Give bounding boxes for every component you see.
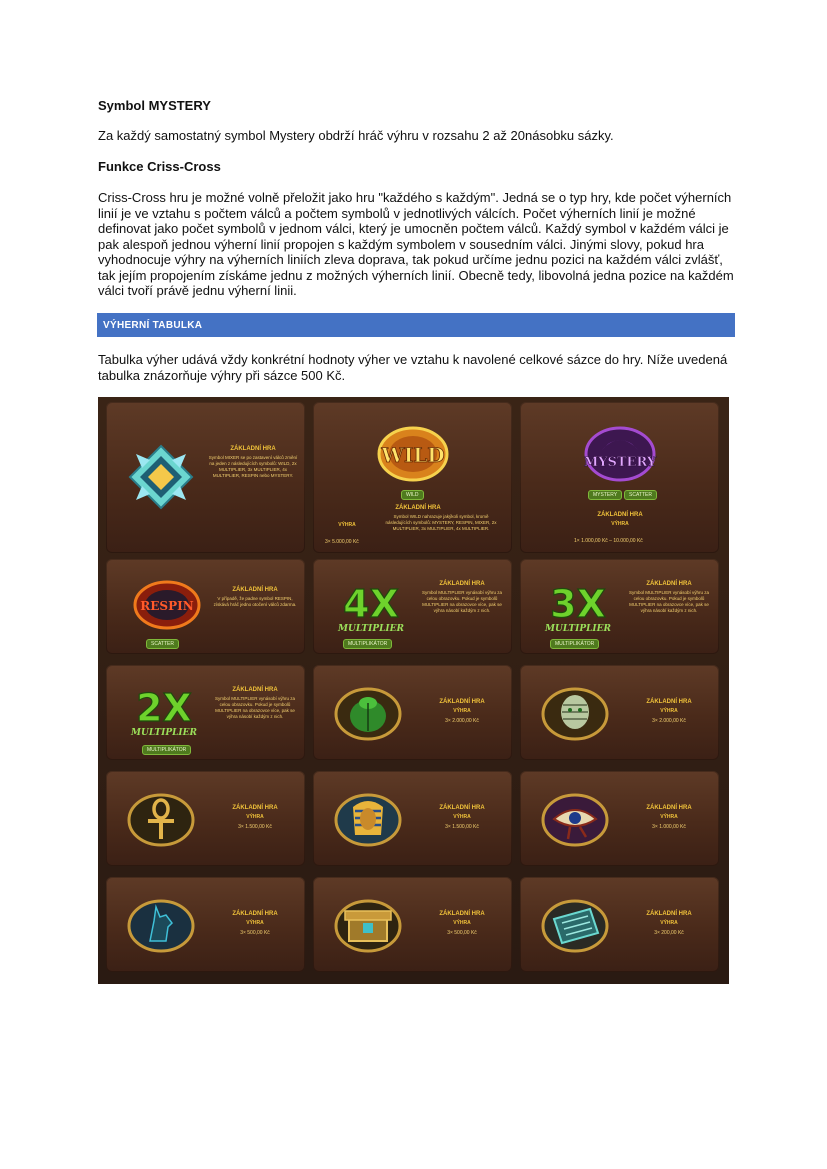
tile-text <box>210 805 300 830</box>
tile-head: ZÁKLADNÍ HRA <box>232 911 278 917</box>
multiplier-3x-icon <box>542 579 614 635</box>
tile-head: ZÁKLADNÍ HRA <box>646 581 692 587</box>
tile-head: ZÁKLADNÍ HRA <box>646 911 692 917</box>
tile-text <box>333 505 503 514</box>
paytable-tile-respin <box>106 559 305 654</box>
tile-desc: Symbol MULTIPLIER vynásobí výhru za celou obrazovku. Pokud je symbolů MULTIPLIER na obrazovce více, pak se výhra násobí každým z nich. <box>422 590 502 613</box>
tile-win: VÝHRA <box>660 814 678 820</box>
tile-desc: Symbol MULTIPLIER vynásobí výhru za celou obrazovku. Pokud je symbolů MULTIPLIER na obrazovce více, pak se výhra násobí každým z nich. <box>215 696 295 719</box>
tile-text <box>624 581 714 614</box>
paytable-tile-scarab <box>313 665 512 760</box>
tile-head: ZÁKLADNÍ HRA <box>232 687 278 693</box>
tile-win: VÝHRA <box>246 920 264 926</box>
paytable-tile-ankh <box>106 771 305 866</box>
multiplier-label: 4X <box>343 582 399 626</box>
tile-head: ZÁKLADNÍ HRA <box>230 446 276 452</box>
tile-text <box>624 911 714 936</box>
respin-symbol-icon <box>132 579 202 631</box>
scatter-badge: SCATTER <box>146 639 179 649</box>
tile-pay: 3× 2.000,00 Kč <box>445 718 479 724</box>
scatter-badge: SCATTER <box>624 490 657 500</box>
mystery-badge: MYSTERY <box>588 490 622 500</box>
tile-desc: Symbol WILD nahrazuje jakýkoli symbol, kromě následujících symbolů: MYSTERY, RESPIN, MIXER, 2x MULTIPLIER, 3x MULTIPLIER, 4x MULTIPLIER. <box>385 514 497 531</box>
multiplier-2x-icon <box>128 683 200 739</box>
tile-pay: 3× 200,00 Kč <box>654 930 684 936</box>
multiplier-sub: MULTIPLIER <box>545 624 611 634</box>
multiplier-sub: MULTIPLIER <box>131 728 197 738</box>
tile-pay: 3× 5.000,00 Kč <box>325 539 359 545</box>
tile-text <box>210 687 300 720</box>
paytable-tile-2x <box>106 665 305 760</box>
tile-head: ZÁKLADNÍ HRA <box>439 699 485 705</box>
multiplier-4x-icon <box>335 579 407 635</box>
tile-head: ZÁKLADNÍ HRA <box>232 587 278 593</box>
tile-win: VÝHRA <box>611 521 629 527</box>
tile-head: ZÁKLADNÍ HRA <box>597 512 643 518</box>
svg-text:WILD: WILD <box>381 443 445 467</box>
paytable-tile-mystery <box>520 402 719 553</box>
paytable-tile-4x <box>313 559 512 654</box>
mystery-heading: Symbol MYSTERY <box>98 98 211 113</box>
tile-text <box>210 911 300 936</box>
tile-pay: 3× 1.500,00 Kč <box>445 824 479 830</box>
tile-win: VÝHRA <box>453 920 471 926</box>
paytable-tile-pharaoh <box>313 771 512 866</box>
tile-desc: V případě, že padne symbol RESPIN, získává hráč jedno otočení válců zdarma. <box>213 596 297 607</box>
paytable-tile-mixer <box>106 402 305 553</box>
tile-text <box>417 805 507 830</box>
tile-text <box>624 805 714 830</box>
section-bar <box>97 313 735 337</box>
tile-pay: 3× 1.000,00 Kč <box>652 824 686 830</box>
multiplier-label: 3X <box>550 582 606 626</box>
pharaoh-mask-icon <box>333 791 403 849</box>
wild-badge: WILD <box>401 490 424 500</box>
tile-desc: Symbol MIXER se po zastavení válců změní na jeden z následujících symbolů: WILD, 2x MULTIPLIER, 3x MULTIPLIER, 4x MULTIPLIER, RESPIN nebo MYSTERY. <box>208 455 298 478</box>
wild-symbol-icon <box>375 424 451 484</box>
tile-head: ZÁKLADNÍ HRA <box>439 805 485 811</box>
tile-win: VÝHRA <box>338 522 356 528</box>
ankh-icon <box>126 791 196 849</box>
tile-head: ZÁKLADNÍ HRA <box>646 699 692 705</box>
svg-text:RESPIN: RESPIN <box>140 599 194 613</box>
mummy-icon <box>540 685 610 743</box>
paytable-tile-tablet <box>520 877 719 972</box>
multiplikator-badge: MULTIPLIKÁTOR <box>343 639 392 649</box>
tile-head: ZÁKLADNÍ HRA <box>232 805 278 811</box>
tile-win: VÝHRA <box>453 708 471 714</box>
mixer-symbol-icon <box>126 442 196 512</box>
paytable-panel <box>98 397 729 984</box>
tile-text <box>417 581 507 614</box>
crisscross-text: Criss-Cross hru je možné volně přeložit jako hru "každého s každým". Jedná se o typ hry, kde počet výherních linií je ve vztahu s počtem válců a počtem symbolů v jednotlivých válcích. Počet výherních linií je možné definovat jako počet symbolů v jednom válci, který je umocněn počtem válců. Každý symbol v každém válci je pak alespoň jednou výherní linií propojen s každým symbolem v sousedním válci. Jinými slovy, pokud hra vyhodnocuje výhry na výherních liniích zleva doprava, tak pokud určíme jednu pozici na každém válci zvlášť, tak jejím propojením získáme jednu z možných výherních linií. Obecně tedy, libovolná jedna pozice na každém válci tvoří právě jednu výherní linii. <box>98 190 734 298</box>
scroll-tablet-icon <box>540 897 610 955</box>
paytable-tile-chest <box>313 877 512 972</box>
multiplier-label: 2X <box>136 686 192 730</box>
tile-pay: 3× 1.500,00 Kč <box>238 824 272 830</box>
tile-text <box>210 587 300 608</box>
tile-head: ZÁKLADNÍ HRA <box>646 805 692 811</box>
multiplikator-badge: MULTIPLIKÁTOR <box>142 745 191 755</box>
svg-text:MYSTERY: MYSTERY <box>583 455 657 470</box>
paytable-tile-anubis <box>106 877 305 972</box>
tile-text <box>417 911 507 936</box>
section-bar-title: VÝHERNÍ TABULKA <box>103 320 203 331</box>
paytable-tile-mummy <box>520 665 719 760</box>
tile-pay: 3× 2.000,00 Kč <box>652 718 686 724</box>
multiplikator-badge: MULTIPLIKÁTOR <box>550 639 599 649</box>
anubis-icon <box>126 897 196 955</box>
mystery-symbol-icon <box>582 424 658 484</box>
eye-of-horus-icon <box>540 791 610 849</box>
tile-head: ZÁKLADNÍ HRA <box>395 505 441 511</box>
tile-head: ZÁKLADNÍ HRA <box>439 911 485 917</box>
table-intro: Tabulka výher udává vždy konkrétní hodnoty výher ve vztahu k navolené celkové sázce do hry. Níže uvedená tabulka znázorňuje výhry při sázce 500 Kč. <box>98 352 728 383</box>
treasure-chest-icon <box>333 897 403 955</box>
mystery-text: Za každý samostatný symbol Mystery obdrží hráč výhru v rozsahu 2 až 20násobku sázky. <box>98 128 614 143</box>
tile-text <box>417 699 507 724</box>
tile-text <box>624 699 714 724</box>
tile-pay: 3× 500,00 Kč <box>240 930 270 936</box>
tile-win: VÝHRA <box>453 814 471 820</box>
tile-win: VÝHRA <box>246 814 264 820</box>
tile-pay: 3× 500,00 Kč <box>447 930 477 936</box>
scarab-icon <box>333 685 403 743</box>
tile-text <box>206 446 300 479</box>
paytable-tile-wild <box>313 402 512 553</box>
tile-win: VÝHRA <box>660 708 678 714</box>
tile-desc: Symbol MULTIPLIER vynásobí výhru za celou obrazovku. Pokud je symbolů MULTIPLIER na obrazovce více, pak se výhra násobí každým z nich. <box>629 590 709 613</box>
paytable-tile-3x <box>520 559 719 654</box>
tile-text <box>544 512 696 531</box>
tile-pay: 1× 1.000,00 Kč – 10.000,00 Kč <box>574 538 643 544</box>
crisscross-heading: Funkce Criss-Cross <box>98 159 221 174</box>
tile-head: ZÁKLADNÍ HRA <box>439 581 485 587</box>
paytable-tile-eye <box>520 771 719 866</box>
multiplier-sub: MULTIPLIER <box>338 624 404 634</box>
tile-win: VÝHRA <box>660 920 678 926</box>
